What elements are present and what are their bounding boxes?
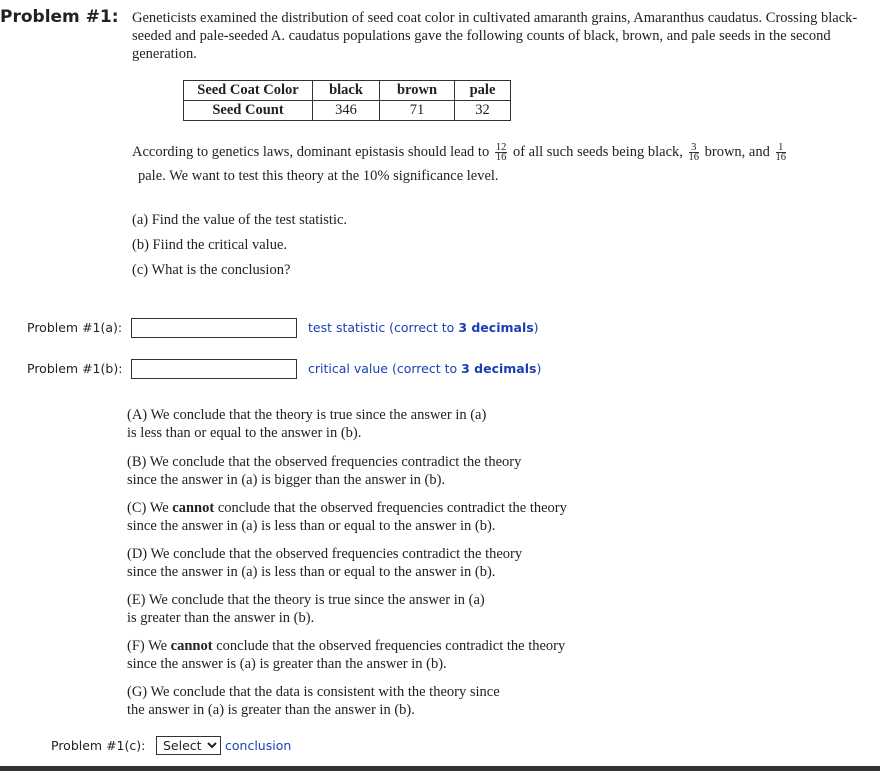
option-text: (G) We conclude that the data is consistent with the theory since bbox=[127, 684, 500, 700]
fraction-denominator: 16 bbox=[775, 152, 786, 164]
option-text: (E) We conclude that the theory is true since the answer in (a) bbox=[127, 592, 485, 608]
option-a bbox=[127, 406, 647, 442]
option-emphasis: cannot bbox=[170, 638, 213, 654]
fraction-denominator: 16 bbox=[495, 152, 507, 164]
hint-text: test statistic (correct to bbox=[308, 320, 459, 335]
table-row-header: Seed Count bbox=[184, 101, 313, 121]
option-b bbox=[127, 453, 647, 489]
hint-text: ) bbox=[536, 361, 542, 376]
option-emphasis: cannot bbox=[172, 500, 215, 516]
option-text: is less than or equal to the answer in (b). bbox=[127, 425, 362, 441]
answer-b-label: Problem #1(b): bbox=[27, 361, 123, 376]
hint-text: ) bbox=[533, 320, 539, 335]
fraction-black bbox=[495, 143, 508, 162]
answer-c-hint: conclusion bbox=[225, 738, 292, 753]
fraction-pale bbox=[776, 143, 787, 162]
option-e bbox=[127, 591, 647, 627]
part-a-question: (a) Find the value of the test statistic. bbox=[132, 212, 348, 228]
hint-text: critical value (correct to bbox=[308, 361, 462, 376]
seed-count-table bbox=[183, 80, 511, 121]
option-text: is greater than the answer in (b). bbox=[127, 610, 315, 626]
count-pale: 32 bbox=[455, 101, 511, 121]
test-statistic-input[interactable] bbox=[131, 318, 297, 338]
table-row bbox=[184, 81, 511, 101]
option-c bbox=[127, 499, 647, 535]
count-brown: 71 bbox=[380, 101, 455, 121]
column-brown: brown bbox=[380, 81, 455, 101]
fraction-numerator: 1 bbox=[776, 143, 787, 153]
option-text: (A) We conclude that the theory is true since the answer in (a) bbox=[127, 407, 487, 423]
fraction-brown bbox=[689, 143, 700, 162]
option-text: (F) We bbox=[127, 638, 171, 654]
option-text: since the answer in (a) is less than or equal to the answer in (b). bbox=[127, 518, 496, 534]
option-text: since the answer is (a) is greater than the answer in (b). bbox=[127, 656, 447, 672]
option-d bbox=[127, 545, 647, 581]
theory-text: brown, and bbox=[704, 144, 770, 160]
problem-title: Problem #1: bbox=[0, 7, 119, 27]
option-f bbox=[127, 637, 647, 673]
option-text: since the answer in (a) is bigger than the answer in (b). bbox=[127, 472, 446, 488]
answer-a-hint bbox=[308, 320, 539, 335]
answer-a-label: Problem #1(a): bbox=[27, 320, 123, 335]
theory-text: According to genetics laws, dominant epistasis should lead to bbox=[132, 144, 490, 160]
fraction-numerator: 3 bbox=[689, 143, 700, 153]
theory-text: pale. We want to test this theory at the 10% significance level. bbox=[138, 168, 499, 184]
part-c-question: (c) What is the conclusion? bbox=[132, 262, 291, 278]
option-text: conclude that the observed frequencies contradict the theory bbox=[214, 500, 567, 516]
option-text: since the answer in (a) is less than or equal to the answer in (b). bbox=[127, 564, 496, 580]
conclusion-select[interactable] bbox=[156, 736, 221, 755]
option-text: conclude that the observed frequencies contradict the theory bbox=[212, 638, 566, 654]
hint-emphasis: 3 decimals bbox=[458, 320, 534, 335]
option-text: the answer in (a) is greater than the answer in (b). bbox=[127, 702, 415, 718]
option-g bbox=[127, 683, 647, 719]
problem-intro: Geneticists examined the distribution of seed coat color in cultivated amaranth grains, Amaranthus caudatus. Crossing black-seeded and pale-seeded A. caudatus populations gave the following counts of black, brown, and pale seeds in the second generation. bbox=[132, 10, 858, 62]
answer-c-label: Problem #1(c): bbox=[51, 738, 146, 753]
fraction-denominator: 16 bbox=[688, 152, 699, 164]
option-text: (B) We conclude that the observed frequencies contradict the theory bbox=[127, 454, 522, 470]
count-black: 346 bbox=[313, 101, 380, 121]
answer-b-hint bbox=[308, 361, 541, 376]
column-black: black bbox=[313, 81, 380, 101]
table-row bbox=[184, 101, 511, 121]
theory-text: of all such seeds being black, bbox=[512, 144, 683, 160]
part-b-question: (b) Fiind the critical value. bbox=[132, 237, 288, 253]
theory-paragraph bbox=[132, 140, 872, 188]
critical-value-input[interactable] bbox=[131, 359, 297, 379]
bottom-divider bbox=[0, 766, 880, 771]
column-pale: pale bbox=[455, 81, 511, 101]
hint-emphasis: 3 decimals bbox=[461, 361, 537, 376]
option-text: (D) We conclude that the observed frequencies contradict the theory bbox=[127, 546, 523, 562]
option-text: (C) We bbox=[127, 500, 173, 516]
fraction-numerator: 12 bbox=[495, 142, 507, 154]
table-row-header: Seed Coat Color bbox=[184, 81, 313, 101]
